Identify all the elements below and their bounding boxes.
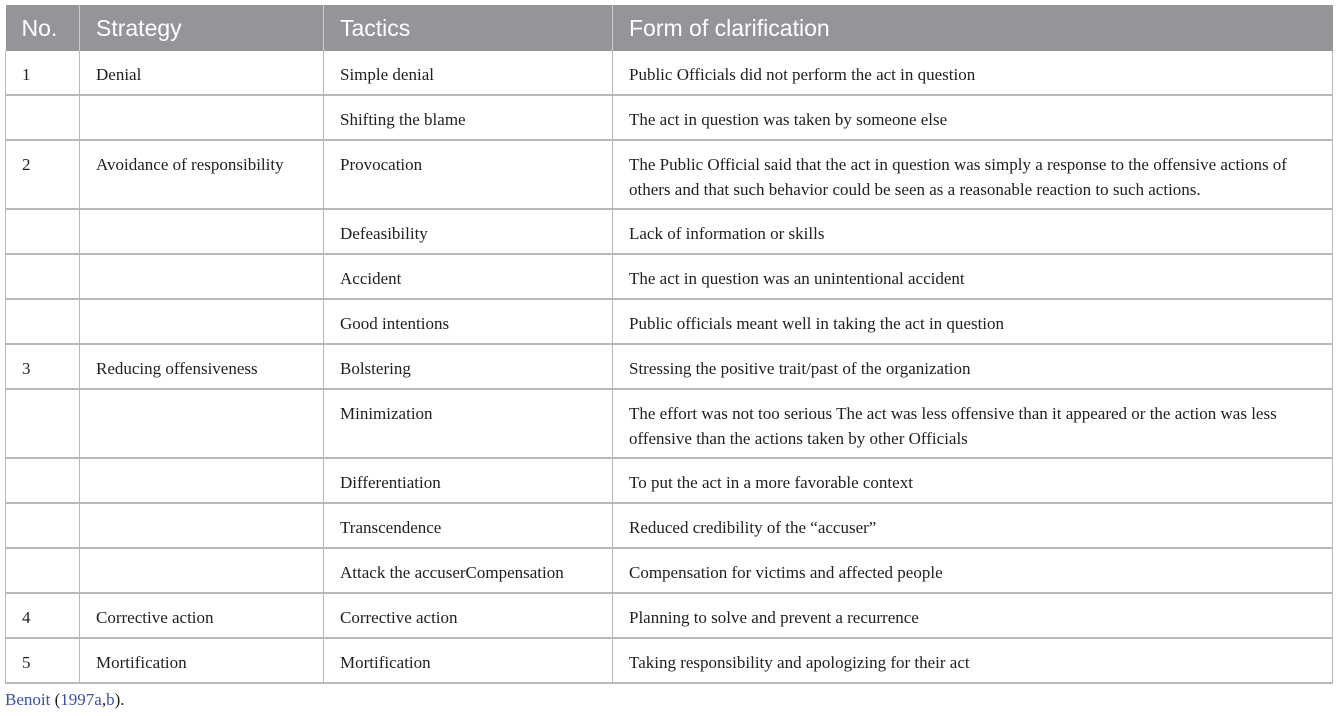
cell-tactic: Differentiation (324, 458, 613, 503)
cell-strategy: Denial (80, 51, 324, 95)
cell-strategy: Mortification (80, 638, 324, 683)
cell-no (6, 209, 80, 254)
table-header (6, 5, 1333, 51)
cell-form: Planning to solve and prevent a recurrence (613, 593, 1333, 638)
cell-tactic: Minimization (324, 389, 613, 458)
cell-no (6, 299, 80, 344)
citation-year-a-link[interactable]: 1997a (60, 690, 102, 709)
table-row (6, 458, 1333, 503)
cell-strategy (80, 548, 324, 593)
table-row (6, 593, 1333, 638)
cell-strategy (80, 254, 324, 299)
cell-strategy (80, 389, 324, 458)
table-row (6, 254, 1333, 299)
table-row (6, 389, 1333, 458)
table-row (6, 503, 1333, 548)
cell-tactic: Simple denial (324, 51, 613, 95)
cell-tactic: Attack the accuserCompensation (324, 548, 613, 593)
table-row (6, 140, 1333, 209)
cell-strategy (80, 503, 324, 548)
cell-no: 5 (6, 638, 80, 683)
cell-no: 2 (6, 140, 80, 209)
cell-form: Stressing the positive trait/past of the organization (613, 344, 1333, 389)
cell-tactic: Shifting the blame (324, 95, 613, 140)
table-row (6, 209, 1333, 254)
cell-tactic: Transcendence (324, 503, 613, 548)
cell-strategy: Corrective action (80, 593, 324, 638)
citation-open: ( (50, 690, 61, 709)
citation-author-link[interactable]: Benoit (5, 690, 51, 709)
cell-tactic: Good intentions (324, 299, 613, 344)
cell-no (6, 95, 80, 140)
cell-form: Lack of information or skills (613, 209, 1333, 254)
cell-strategy (80, 458, 324, 503)
cell-no (6, 254, 80, 299)
cell-form: To put the act in a more favorable context (613, 458, 1333, 503)
table-row (6, 344, 1333, 389)
cell-no (6, 458, 80, 503)
table-source-footnote (5, 690, 124, 710)
cell-tactic: Provocation (324, 140, 613, 209)
citation-close: ). (114, 690, 125, 709)
table-row (6, 548, 1333, 593)
cell-form: Reduced credibility of the “accuser” (613, 503, 1333, 548)
header-tactics: Tactics (324, 5, 613, 51)
cell-form: The Public Official said that the act in question was simply a response to the offensive actions of others and that such behavior could be seen as a reasonable reaction to such actions. (613, 140, 1333, 209)
cell-strategy (80, 209, 324, 254)
cell-no: 4 (6, 593, 80, 638)
cell-strategy: Avoidance of responsibility (80, 140, 324, 209)
cell-tactic: Defeasibility (324, 209, 613, 254)
table-row (6, 638, 1333, 683)
header-form-of-clarification: Form of clarification (613, 5, 1333, 51)
cell-tactic: Mortification (324, 638, 613, 683)
table-row (6, 95, 1333, 140)
cell-tactic: Corrective action (324, 593, 613, 638)
header-strategy: Strategy (80, 5, 324, 51)
cell-form: The act in question was an unintentional accident (613, 254, 1333, 299)
table-row (6, 51, 1333, 95)
cell-no (6, 548, 80, 593)
citation-year-b-link[interactable]: b (106, 690, 115, 709)
strategy-table-container (5, 5, 1332, 684)
cell-strategy (80, 95, 324, 140)
image-repair-strategy-table (5, 5, 1333, 684)
cell-no (6, 389, 80, 458)
cell-form: Taking responsibility and apologizing for their act (613, 638, 1333, 683)
table-body (6, 51, 1333, 683)
cell-tactic: Accident (324, 254, 613, 299)
cell-tactic: Bolstering (324, 344, 613, 389)
table-row (6, 299, 1333, 344)
cell-strategy (80, 299, 324, 344)
header-row (6, 5, 1333, 51)
cell-form: Public Officials did not perform the act in question (613, 51, 1333, 95)
cell-no (6, 503, 80, 548)
cell-strategy: Reducing offensiveness (80, 344, 324, 389)
cell-form: The act in question was taken by someone else (613, 95, 1333, 140)
cell-no: 1 (6, 51, 80, 95)
cell-no: 3 (6, 344, 80, 389)
cell-form: The effort was not too serious The act was less offensive than it appeared or the action was less offensive than the actions taken by other Officials (613, 389, 1333, 458)
cell-form: Public officials meant well in taking the act in question (613, 299, 1333, 344)
citation-sep: , (101, 690, 107, 709)
header-no: No. (6, 5, 80, 51)
cell-form: Compensation for victims and affected people (613, 548, 1333, 593)
